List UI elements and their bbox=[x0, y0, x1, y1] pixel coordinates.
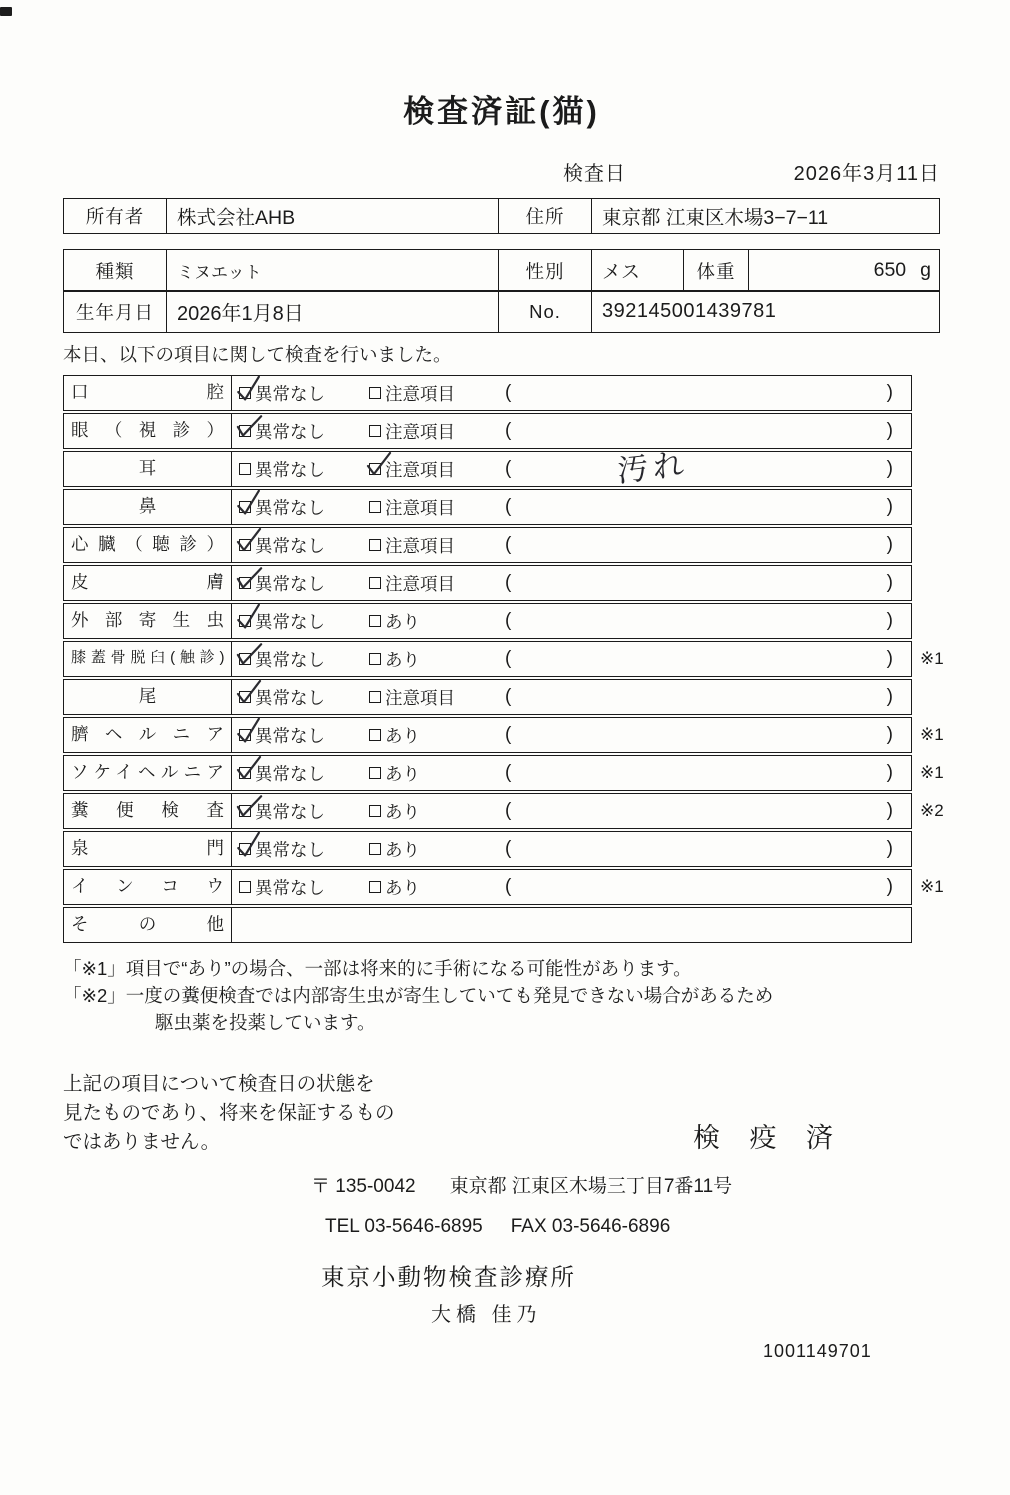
checklist-options bbox=[231, 908, 911, 942]
checklist-options bbox=[231, 376, 911, 410]
checklist-row bbox=[63, 641, 944, 677]
option-normal bbox=[239, 875, 369, 900]
footnote-ref: ※1 bbox=[920, 725, 944, 745]
option-attention-label: あり bbox=[385, 725, 420, 746]
owner-table bbox=[63, 198, 940, 234]
checklist-item-label: ソケイヘルニア bbox=[71, 762, 224, 783]
paren-close: ) bbox=[886, 838, 893, 860]
intro-text: 本日、以下の項目に関して検査を行いました。 bbox=[63, 344, 452, 366]
checklist-row bbox=[63, 755, 944, 791]
breed-value: ミヌエット bbox=[166, 250, 498, 291]
checklist-row bbox=[63, 793, 944, 829]
tel-number: TEL 03-5646-6895 bbox=[325, 1216, 483, 1238]
checklist-row bbox=[63, 413, 912, 449]
note-parentheses bbox=[505, 420, 911, 442]
clinic-name: 東京小動物検査診療所 bbox=[321, 1264, 576, 1291]
checklist-item-label: 外部寄生虫 bbox=[71, 610, 224, 631]
option-attention-label: 注意項目 bbox=[385, 687, 455, 708]
option-normal-label: 異常なし bbox=[255, 573, 325, 594]
note-parentheses bbox=[505, 534, 911, 556]
checklist-item-label: 臍ヘルニア bbox=[71, 724, 224, 745]
checklist-options bbox=[231, 794, 911, 828]
paren-open: ( bbox=[505, 876, 512, 898]
option-attention-label: 注意項目 bbox=[385, 535, 455, 556]
checklist-item-label: 膝蓋骨脱臼(触診) bbox=[71, 649, 224, 667]
checklist-item-label: 心臓（聴診） bbox=[71, 534, 224, 555]
serial-number: 1001149701 bbox=[763, 1341, 872, 1362]
sex-label: 性別 bbox=[498, 250, 591, 291]
checklist-row bbox=[63, 565, 912, 601]
disclaimer-line1: 上記の項目について検査日の状態を bbox=[63, 1073, 375, 1096]
note-parentheses bbox=[505, 762, 911, 784]
page-title: 検査済証(猫) bbox=[403, 94, 600, 129]
paren-open: ( bbox=[505, 458, 512, 480]
checklist-row bbox=[63, 489, 912, 525]
option-attention-label: 注意項目 bbox=[385, 573, 455, 594]
checkbox-normal[interactable] bbox=[239, 463, 251, 475]
option-attention bbox=[369, 761, 505, 786]
checklist-row bbox=[63, 603, 912, 639]
note-parentheses bbox=[505, 496, 911, 518]
note-parentheses bbox=[505, 838, 911, 860]
option-normal-label: 異常なし bbox=[255, 649, 325, 670]
paren-close: ) bbox=[886, 876, 893, 898]
checklist-item-label: 耳 bbox=[138, 458, 157, 479]
option-attention bbox=[369, 419, 505, 444]
option-attention-label: あり bbox=[385, 877, 420, 898]
checkbox-attention[interactable] bbox=[369, 463, 381, 475]
checklist-row bbox=[63, 375, 912, 411]
option-attention bbox=[369, 647, 505, 672]
handwritten-note: 汚れ bbox=[616, 446, 690, 490]
option-attention bbox=[369, 875, 505, 900]
option-attention-label: 注意項目 bbox=[385, 383, 455, 404]
clinic-address: 東京都 江東区木場三丁目7番11号 bbox=[449, 1176, 733, 1198]
birthdate-value: 2026年1月8日 bbox=[166, 291, 498, 332]
paren-open: ( bbox=[505, 686, 512, 708]
checkbox-normal[interactable] bbox=[239, 539, 251, 551]
checklist-options bbox=[231, 680, 911, 714]
checkbox-attention[interactable] bbox=[369, 577, 381, 589]
option-normal bbox=[239, 799, 369, 824]
paren-open: ( bbox=[505, 724, 512, 746]
checklist-options bbox=[231, 718, 911, 752]
paren-close: ) bbox=[886, 534, 893, 556]
note-parentheses bbox=[505, 686, 911, 708]
checklist-row bbox=[63, 907, 912, 943]
paren-open: ( bbox=[505, 648, 512, 670]
checklist-item-label: 泉門 bbox=[71, 838, 224, 859]
paren-close: ) bbox=[886, 762, 893, 784]
option-attention bbox=[369, 837, 505, 862]
checkbox-normal[interactable] bbox=[239, 653, 251, 665]
option-normal-label: 異常なし bbox=[255, 725, 325, 746]
owner-label: 所有者 bbox=[85, 206, 145, 227]
option-normal-label: 異常なし bbox=[255, 801, 325, 822]
inspection-date-row bbox=[63, 157, 940, 186]
checkbox-normal[interactable] bbox=[239, 577, 251, 589]
checkbox-attention[interactable] bbox=[369, 539, 381, 551]
checkbox-attention[interactable] bbox=[369, 805, 381, 817]
option-attention bbox=[369, 799, 505, 824]
note-parentheses bbox=[505, 572, 911, 594]
footnote-ref: ※1 bbox=[920, 649, 944, 669]
option-normal-label: 異常なし bbox=[255, 459, 325, 480]
option-attention bbox=[369, 609, 505, 634]
checklist-options bbox=[231, 604, 911, 638]
option-normal-label: 異常なし bbox=[255, 421, 325, 442]
checklist-item-label: 鼻 bbox=[138, 496, 157, 517]
pet-table-row2 bbox=[63, 290, 940, 333]
option-attention-label: 注意項目 bbox=[385, 497, 455, 518]
disclaimer bbox=[63, 1070, 493, 1157]
option-normal bbox=[239, 381, 369, 406]
examiner-name: 大橋 佳乃 bbox=[431, 1304, 542, 1327]
paren-open: ( bbox=[505, 610, 512, 632]
checklist-options bbox=[231, 414, 911, 448]
option-normal-label: 異常なし bbox=[255, 687, 325, 708]
option-attention-label: 注意項目 bbox=[385, 421, 455, 442]
checklist-item-label: 口腔 bbox=[71, 382, 224, 403]
bottom-section bbox=[63, 1070, 940, 1157]
paren-close: ) bbox=[886, 686, 893, 708]
checkbox-normal[interactable] bbox=[239, 501, 251, 513]
fax-number: FAX 03-5646-6896 bbox=[510, 1216, 671, 1238]
note-parentheses bbox=[505, 610, 911, 632]
option-attention bbox=[369, 723, 505, 748]
option-attention bbox=[369, 685, 505, 710]
scan-artifact bbox=[0, 7, 12, 16]
checkbox-attention[interactable] bbox=[369, 729, 381, 741]
checkbox-normal[interactable] bbox=[239, 729, 251, 741]
footnote-1: 「※1」項目で“あり”の場合、一部は将来的に手術になる可能性があります。 bbox=[63, 958, 692, 980]
option-normal bbox=[239, 457, 369, 482]
checkbox-attention[interactable] bbox=[369, 387, 381, 399]
checkbox-attention[interactable] bbox=[369, 615, 381, 627]
checkbox-attention[interactable] bbox=[369, 501, 381, 513]
postal-code: 〒 135-0042 bbox=[311, 1176, 416, 1198]
option-normal bbox=[239, 761, 369, 786]
option-attention-label: あり bbox=[385, 801, 420, 822]
pet-table-row1 bbox=[63, 249, 940, 292]
paren-close: ) bbox=[886, 496, 893, 518]
option-attention bbox=[369, 533, 505, 558]
footnote-ref: ※2 bbox=[920, 801, 944, 821]
option-attention-label: 注意項目 bbox=[385, 459, 455, 480]
checklist-item-label: 尾 bbox=[138, 686, 157, 707]
checklist-item-label: その他 bbox=[71, 914, 224, 935]
weight-number: 650 bbox=[873, 259, 907, 281]
checklist-options bbox=[231, 566, 911, 600]
checklist-options bbox=[231, 756, 911, 790]
weight-label: 体重 bbox=[683, 250, 748, 291]
checkbox-normal[interactable] bbox=[239, 387, 251, 399]
checklist-row bbox=[63, 717, 944, 753]
paren-open: ( bbox=[505, 382, 512, 404]
checkbox-attention[interactable] bbox=[369, 881, 381, 893]
option-normal bbox=[239, 723, 369, 748]
paren-close: ) bbox=[886, 572, 893, 594]
option-attention-label: あり bbox=[385, 839, 420, 860]
note-parentheses bbox=[505, 876, 911, 898]
id-number-value: 392145001439781 bbox=[591, 291, 941, 332]
paren-open: ( bbox=[505, 534, 512, 556]
option-attention bbox=[369, 457, 505, 482]
paren-open: ( bbox=[505, 838, 512, 860]
checklist-row bbox=[63, 679, 912, 715]
footnote-2-continued: 駆虫薬を投薬しています。 bbox=[155, 1012, 376, 1034]
footnote-ref: ※1 bbox=[920, 763, 944, 783]
inspection-date-label: 検査日 bbox=[563, 163, 626, 185]
footnotes bbox=[63, 955, 940, 1036]
note-parentheses bbox=[505, 446, 911, 490]
weight-value bbox=[748, 250, 941, 291]
option-normal bbox=[239, 647, 369, 672]
option-normal bbox=[239, 685, 369, 710]
checklist-options bbox=[231, 870, 911, 904]
checkbox-attention[interactable] bbox=[369, 653, 381, 665]
paren-open: ( bbox=[505, 572, 512, 594]
address-label: 住所 bbox=[498, 199, 591, 233]
note-parentheses bbox=[505, 648, 911, 670]
option-normal-label: 異常なし bbox=[255, 497, 325, 518]
checklist-item-label: 糞便検査 bbox=[71, 800, 224, 821]
paren-close: ) bbox=[886, 420, 893, 442]
checkbox-attention[interactable] bbox=[369, 767, 381, 779]
option-normal bbox=[239, 609, 369, 634]
breed-label: 種類 bbox=[95, 260, 135, 282]
checklist-options bbox=[231, 642, 911, 676]
paren-close: ) bbox=[886, 648, 893, 670]
paren-open: ( bbox=[505, 762, 512, 784]
sex-value: メス bbox=[591, 250, 683, 291]
option-attention-label: あり bbox=[385, 763, 420, 784]
option-normal-label: 異常なし bbox=[255, 535, 325, 556]
checkbox-normal[interactable] bbox=[239, 691, 251, 703]
paren-open: ( bbox=[505, 420, 512, 442]
checklist-row bbox=[63, 446, 912, 490]
option-attention bbox=[369, 381, 505, 406]
checklist-item-label: インコウ bbox=[71, 876, 224, 897]
option-normal bbox=[239, 419, 369, 444]
checkbox-normal[interactable] bbox=[239, 425, 251, 437]
checklist-options bbox=[231, 528, 911, 562]
checklist-row bbox=[63, 869, 944, 905]
checklist bbox=[63, 375, 944, 943]
birthdate-label: 生年月日 bbox=[75, 301, 154, 323]
disclaimer-line2: 見たものであり、将来を保証するもの bbox=[63, 1102, 395, 1125]
checkbox-attention[interactable] bbox=[369, 425, 381, 437]
owner-value: 株式会社AHB bbox=[166, 199, 498, 233]
option-attention bbox=[369, 571, 505, 596]
option-normal bbox=[239, 571, 369, 596]
quarantine-stamp: 検 疫 済 bbox=[693, 1123, 845, 1154]
checkbox-normal[interactable] bbox=[239, 767, 251, 779]
option-normal bbox=[239, 533, 369, 558]
checkbox-normal[interactable] bbox=[239, 615, 251, 627]
checklist-item-label: 皮膚 bbox=[71, 572, 224, 593]
option-attention bbox=[369, 495, 505, 520]
option-normal-label: 異常なし bbox=[255, 611, 325, 632]
paren-close: ) bbox=[886, 458, 893, 480]
footnote-2: 「※2」一度の糞便検査では内部寄生虫が寄生していても発見できない場合があるため bbox=[63, 985, 774, 1007]
paren-close: ) bbox=[886, 610, 893, 632]
note-parentheses bbox=[505, 800, 911, 822]
option-normal-label: 異常なし bbox=[255, 839, 325, 860]
id-number-label: No. bbox=[498, 291, 591, 332]
note-parentheses bbox=[505, 724, 911, 746]
option-normal-label: 異常なし bbox=[255, 877, 325, 898]
checkbox-normal[interactable] bbox=[239, 881, 251, 893]
paren-close: ) bbox=[886, 800, 893, 822]
option-attention-label: あり bbox=[385, 649, 420, 670]
inspection-date-value: 2026年3月11日 bbox=[793, 163, 940, 185]
note-parentheses bbox=[505, 382, 911, 404]
certificate-content bbox=[63, 0, 944, 1362]
footnote-ref: ※1 bbox=[920, 877, 944, 897]
checkbox-attention[interactable] bbox=[369, 691, 381, 703]
option-normal-label: 異常なし bbox=[255, 763, 325, 784]
paren-open: ( bbox=[505, 800, 512, 822]
checklist-row bbox=[63, 527, 912, 563]
contact-line bbox=[325, 1216, 940, 1238]
weight-unit: g bbox=[920, 259, 931, 281]
paren-close: ) bbox=[886, 724, 893, 746]
checklist-item-label: 眼（視診） bbox=[71, 420, 224, 441]
checkbox-attention[interactable] bbox=[369, 843, 381, 855]
paren-open: ( bbox=[505, 496, 512, 518]
checklist-row bbox=[63, 831, 912, 867]
checkbox-normal[interactable] bbox=[239, 843, 251, 855]
paren-close: ) bbox=[886, 382, 893, 404]
disclaimer-line3: ではありません。 bbox=[63, 1131, 221, 1154]
option-normal bbox=[239, 837, 369, 862]
option-attention-label: あり bbox=[385, 611, 420, 632]
address-value: 東京都 江東区木場3−7−11 bbox=[591, 199, 941, 233]
checkbox-normal[interactable] bbox=[239, 805, 251, 817]
option-normal-label: 異常なし bbox=[255, 383, 325, 404]
checklist-options bbox=[231, 446, 911, 490]
clinic-address-line bbox=[311, 1171, 940, 1198]
option-normal bbox=[239, 495, 369, 520]
checklist-options bbox=[231, 490, 911, 524]
checklist-options bbox=[231, 832, 911, 866]
